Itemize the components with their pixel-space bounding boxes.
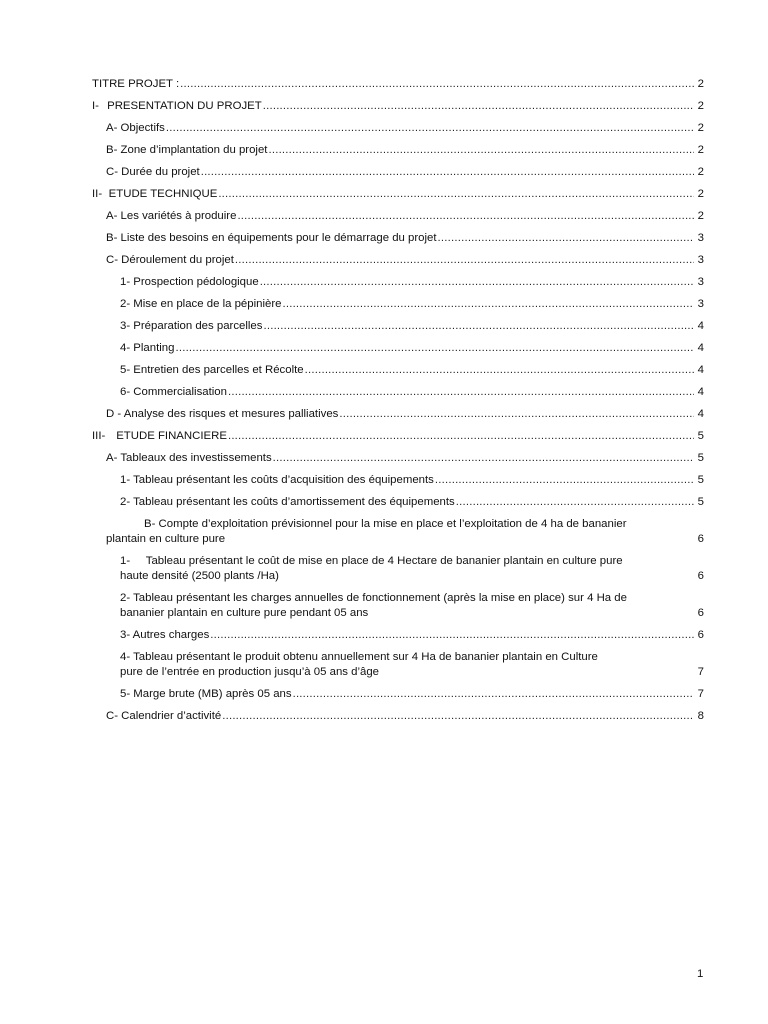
toc-entry[interactable]: [92, 166, 704, 178]
toc-entry[interactable]: [92, 408, 704, 420]
toc-entry-page: 5: [697, 496, 704, 508]
toc-entry-text: D - Analyse des risques et mesures palliatives: [106, 408, 339, 420]
toc-entry-page: 5: [697, 430, 704, 442]
toc-entry-text: C- Calendrier d’activité: [106, 710, 222, 722]
toc-entry-text: A- Les variétés à produire: [106, 210, 237, 222]
toc-entry-text: B- Zone d’implantation du projet: [106, 144, 268, 156]
toc-entry-text: 1- Prospection pédologique: [120, 276, 259, 288]
toc-entry[interactable]: [92, 592, 704, 619]
toc-entry[interactable]: [92, 122, 704, 134]
toc-entry-page: 2: [697, 122, 704, 134]
toc-entry-text-line1: B- Compte d’exploitation prévisionnel pour la mise en place et l’exploitation de 4 ha de bananier: [144, 518, 627, 530]
toc-entry-page: 3: [697, 254, 704, 266]
toc-entry-text: B- Liste des besoins en équipements pour le démarrage du projet: [106, 232, 437, 244]
toc-entry-page: 3: [697, 232, 704, 244]
toc-entry[interactable]: [92, 232, 704, 244]
toc-entry-page: 2: [697, 210, 704, 222]
toc-entry-text: 1- Tableau présentant les coûts d’acquisition des équipements: [120, 474, 434, 486]
toc-entry-page: 2: [697, 78, 704, 90]
toc-entry[interactable]: [92, 518, 704, 545]
toc-entry-text: 5- Marge brute (MB) après 05 ans: [120, 688, 292, 700]
table-of-contents: [92, 78, 704, 722]
toc-entry-text: A- Tableaux des investissements: [106, 452, 272, 464]
toc-entry[interactable]: [92, 710, 704, 722]
toc-entry[interactable]: [92, 430, 704, 442]
toc-entry-text: ETUDE TECHNIQUE: [108, 188, 218, 200]
toc-entry-text: TITRE PROJET :: [92, 78, 180, 90]
toc-entry-page: 5: [697, 474, 704, 486]
toc-entry-text-line2: plantain en culture pure: [106, 533, 226, 545]
toc-entry-page: 4: [697, 386, 704, 398]
toc-entry-page: 7: [697, 666, 704, 678]
toc-entry-text: C- Déroulement du projet: [106, 254, 234, 266]
toc-entry-text-line1: 4- Tableau présentant le produit obtenu annuellement sur 4 Ha de bananier plantain en Culture: [120, 651, 598, 663]
toc-entry[interactable]: [92, 629, 704, 641]
toc-entry-page: 7: [697, 688, 704, 700]
toc-entry-text: ETUDE FINANCIERE: [116, 430, 227, 442]
toc-entry-page: 2: [697, 166, 704, 178]
toc-entry-text-line1: 1- Tableau présentant le coût de mise en place de 4 Hectare de bananier plantain en culture pure: [120, 555, 623, 567]
toc-entry[interactable]: [92, 254, 704, 266]
toc-entry-text: A- Objectifs: [106, 122, 165, 134]
toc-entry-page: 8: [697, 710, 704, 722]
toc-entry-text: 4- Planting: [120, 342, 175, 354]
toc-entry-prefix: III-: [92, 430, 106, 442]
toc-entry-text-line2: bananier plantain en culture pure pendant 05 ans: [120, 607, 369, 619]
toc-entry[interactable]: [92, 496, 704, 508]
toc-entry-page: 6: [697, 607, 704, 619]
toc-entry[interactable]: [92, 320, 704, 332]
toc-entry-text-line2: haute densité (2500 plants /Ha): [120, 570, 279, 582]
toc-entry[interactable]: [92, 78, 704, 90]
toc-entry[interactable]: [92, 210, 704, 222]
toc-entry-page: 6: [697, 629, 704, 641]
toc-entry-prefix: I-: [92, 100, 99, 112]
toc-entry-page: 4: [697, 320, 704, 332]
toc-entry-page: 3: [697, 276, 704, 288]
page-number: 1: [697, 968, 704, 980]
toc-entry-text: 5- Entretien des parcelles et Récolte: [120, 364, 304, 376]
toc-entry-page: 4: [697, 342, 704, 354]
toc-entry-page: 2: [697, 188, 704, 200]
toc-entry[interactable]: [92, 555, 704, 582]
toc-entry-text: PRESENTATION DU PROJET: [107, 100, 262, 112]
toc-entry-prefix: II-: [92, 188, 103, 200]
toc-entry[interactable]: [92, 188, 704, 200]
toc-entry-page: 4: [697, 408, 704, 420]
toc-entry[interactable]: [92, 298, 704, 310]
toc-entry[interactable]: [92, 452, 704, 464]
toc-entry-text-line1: 2- Tableau présentant les charges annuelles de fonctionnement (après la mise en place) sur 4 Ha de: [120, 592, 627, 604]
toc-entry-page: 6: [697, 570, 704, 582]
toc-entry-page: 2: [697, 144, 704, 156]
toc-entry-text: 3- Préparation des parcelles: [120, 320, 263, 332]
toc-entry-text: 2- Tableau présentant les coûts d’amortissement des équipements: [120, 496, 455, 508]
toc-entry-page: 6: [697, 533, 704, 545]
toc-entry[interactable]: [92, 144, 704, 156]
toc-entry-page: 2: [697, 100, 704, 112]
toc-entry-text: 2- Mise en place de la pépinière: [120, 298, 282, 310]
toc-entry[interactable]: [92, 651, 704, 678]
toc-entry[interactable]: [92, 342, 704, 354]
toc-entry-text-line2: pure de l’entrée en production jusqu’à 05 ans d’âge: [120, 666, 380, 678]
toc-entry[interactable]: [92, 100, 704, 112]
toc-entry-page: 5: [697, 452, 704, 464]
toc-entry-text: C- Durée du projet: [106, 166, 200, 178]
toc-entry-text: 3- Autres charges: [120, 629, 210, 641]
toc-entry[interactable]: [92, 688, 704, 700]
toc-entry-text: 6- Commercialisation: [120, 386, 227, 398]
toc-entry-page: 3: [697, 298, 704, 310]
toc-entry-page: 4: [697, 364, 704, 376]
toc-entry[interactable]: [92, 276, 704, 288]
toc-entry[interactable]: [92, 386, 704, 398]
toc-entry[interactable]: [92, 364, 704, 376]
toc-entry[interactable]: [92, 474, 704, 486]
